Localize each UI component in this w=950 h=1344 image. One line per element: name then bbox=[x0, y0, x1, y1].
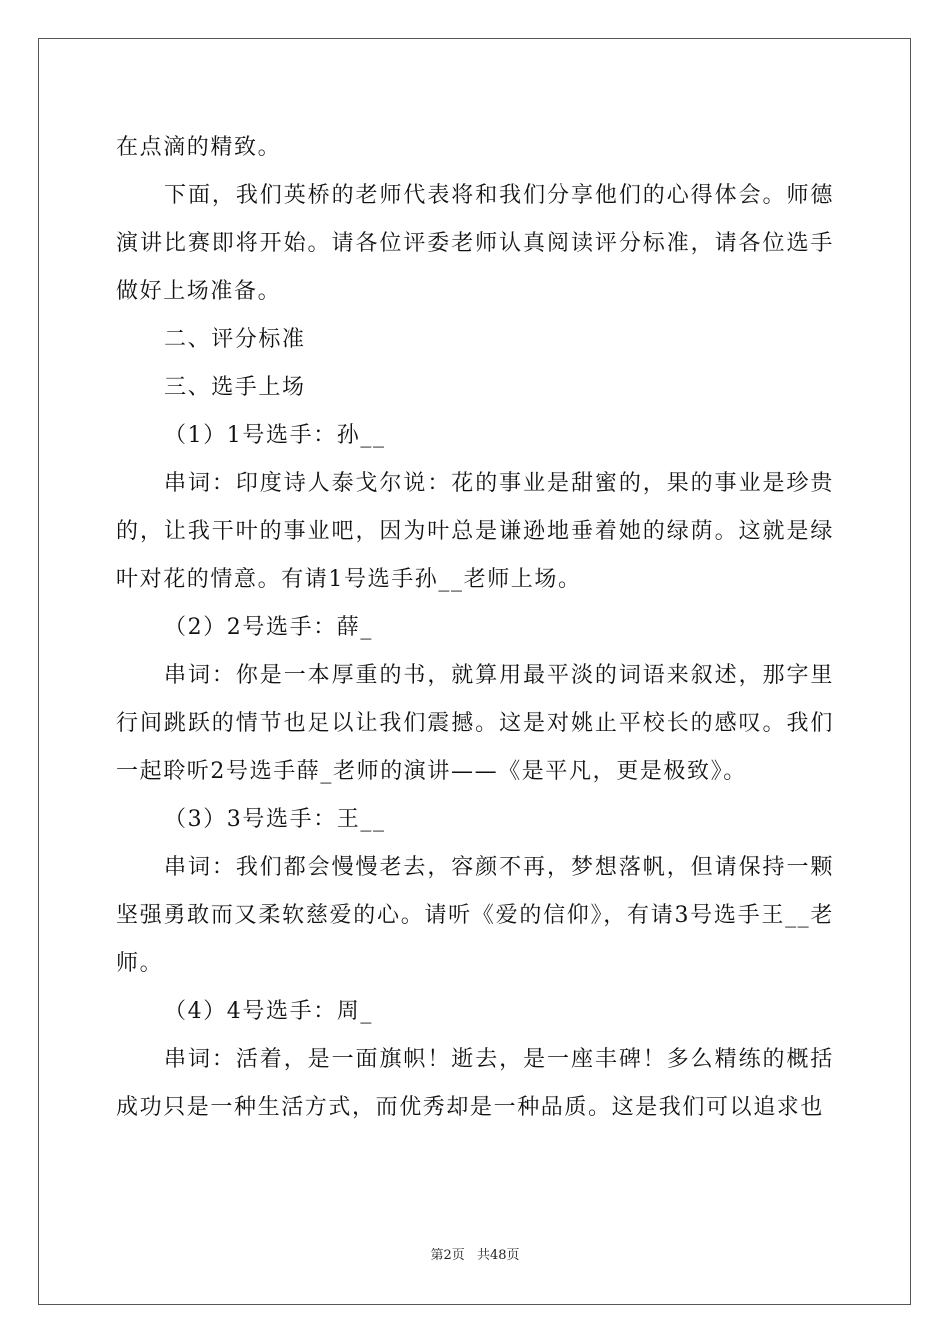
page-footer bbox=[0, 1244, 950, 1263]
contestant-2-intro: 串词：你是一本厚重的书，就算用最平淡的词语来叙述，那字里行间跳跃的情节也足以让我们震撼。这是对姚止平校长的感叹。我们一起聆听2号选手薛_老师的演讲——《是平凡，更是极致》。 bbox=[116, 663, 834, 784]
contestant-1-heading: （1）1号选手：孙__ bbox=[164, 423, 386, 448]
contestant-3-intro: 串词：我们都会慢慢老去，容颜不再，梦想落帆，但请保持一颗坚强勇敢而又柔软慈爱的心。请听《爱的信仰》，有请3号选手王__老师。 bbox=[116, 855, 834, 976]
contestant-4-heading: （4）4号选手：周_ bbox=[164, 999, 373, 1024]
contestant-2-heading: （2）2号选手：薛_ bbox=[164, 615, 373, 640]
paragraph-2: 下面，我们英桥的老师代表将和我们分享他们的心得体会。师德演讲比赛即将开始。请各位评委老师认真阅读评分标准，请各位选手做好上场准备。 bbox=[116, 183, 834, 304]
total-pages: 共48页 bbox=[476, 1248, 520, 1263]
paragraph-1: 在点滴的精致。 bbox=[116, 135, 282, 160]
contestant-4-intro: 串词：活着，是一面旗帜！逝去，是一座丰碑！多么精练的概括成功只是一种生活方式，而优秀却是一种品质。这是我们可以追求也 bbox=[116, 1047, 834, 1120]
document-body bbox=[116, 124, 834, 1132]
page-number: 第2页 bbox=[430, 1248, 465, 1263]
contestant-3-heading: （3）3号选手：王__ bbox=[164, 807, 386, 832]
contestant-1-intro: 串词：印度诗人泰戈尔说：花的事业是甜蜜的，果的事业是珍贵的，让我干叶的事业吧，因为叶总是谦逊地垂着她的绿荫。这就是绿叶对花的情意。有请1号选手孙__老师上场。 bbox=[116, 471, 834, 592]
section-heading-contestants: 三、选手上场 bbox=[164, 375, 306, 400]
section-heading-scoring: 二、评分标准 bbox=[164, 327, 306, 352]
